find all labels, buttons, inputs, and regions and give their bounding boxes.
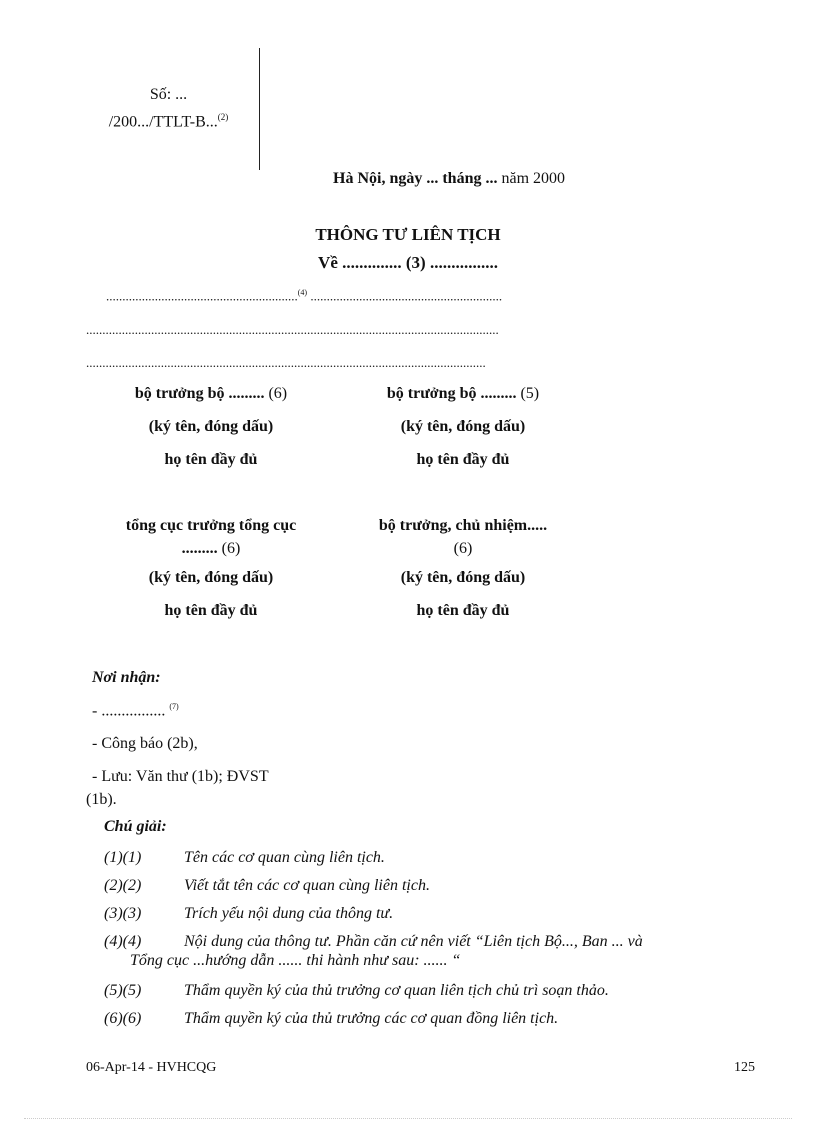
signature-ref: (6): [268, 385, 288, 402]
signature-name: họ tên đầy đủ: [164, 602, 258, 619]
so-note-ref: (2): [217, 112, 229, 122]
recipients-title: Nơi nhận:: [92, 669, 161, 686]
page-number: 125: [734, 1060, 755, 1075]
date-year: năm 2000: [497, 170, 566, 187]
signature-left-1: [100, 377, 322, 476]
content-line-1: [106, 288, 696, 304]
note-text: Viết tắt tên các cơ quan cùng liên tịch.: [184, 877, 430, 894]
signature-title-bold: .........: [181, 540, 218, 557]
recipient-item-3-cont: (1b).: [86, 791, 117, 808]
note-number: (3)(3): [104, 905, 142, 922]
signature-sign: (ký tên, đóng dấu): [148, 569, 274, 586]
note-text: Thẩm quyền ký của thủ trưởng các cơ quan đồng liên tịch.: [184, 1010, 559, 1027]
note-item: [104, 876, 764, 895]
document-number: [86, 84, 251, 133]
content-line-2: ...............................................................................................................................: [86, 322, 499, 337]
note-text: Nội dung của thông tư. Phần căn cứ nên viết “Liên tịch Bộ..., Ban ... và: [184, 933, 643, 950]
content-line-1-right: ...........................................................: [310, 288, 503, 304]
signature-ref: (6): [453, 540, 473, 557]
note-text: Thẩm quyền ký của thủ trưởng cơ quan liên tịch chủ trì soạn thảo.: [184, 982, 609, 999]
recipient-item-1-text: - ................: [92, 702, 166, 720]
signature-right-1: [352, 377, 574, 476]
signature-title: bộ trưởng, chủ nhiệm.....: [378, 517, 548, 534]
content-line-3: ...........................................................................................................................: [86, 355, 486, 370]
signature-title: [100, 377, 322, 410]
signature-title: [352, 377, 574, 410]
content-ref: (4): [297, 288, 308, 297]
note-text-continued: Tổng cục ...hướng dẫn ...... thi hành như sau: ...... “: [130, 952, 461, 969]
note-number: (2)(2): [104, 877, 142, 894]
footer-left: 06-Apr-14 - HVHCQG: [86, 1060, 217, 1075]
date-bold: Hà Nội, ngày ... tháng ...: [333, 170, 498, 187]
signature-name: họ tên đầy đủ: [416, 602, 510, 619]
signature-title-2: [100, 537, 322, 561]
signature-sign: (ký tên, đóng dấu): [148, 418, 274, 435]
notes-title: Chú giải:: [104, 818, 167, 835]
signature-title-bold: bộ trưởng bộ .........: [134, 385, 265, 402]
page-bottom-rule: [24, 1118, 792, 1119]
note-number: (6)(6): [104, 1010, 142, 1027]
signature-left-2: [100, 515, 322, 627]
note-text: Trích yếu nội dung của thông tư.: [184, 905, 394, 922]
place-date: [333, 170, 565, 188]
note-item: [104, 1009, 764, 1028]
recipient-item-3: - Lưu: Văn thư (1b); ĐVST: [92, 768, 269, 785]
content-line-1-left: ...........................................................: [106, 288, 298, 304]
signature-name: họ tên đầy đủ: [416, 451, 510, 468]
document-subtitle: Về .............. (3) ................: [318, 253, 498, 272]
so-number-line: [86, 106, 251, 133]
signature-sign: (ký tên, đóng dấu): [400, 418, 526, 435]
note-item: [104, 848, 764, 867]
signature-right-2: [352, 515, 574, 627]
recipient-item-2: - Công báo (2b),: [92, 735, 198, 752]
note-text: Tên các cơ quan cùng liên tịch.: [184, 849, 385, 866]
so-number: /200.../TTLT-B...: [108, 113, 218, 131]
so-label: Số: ...: [149, 86, 188, 103]
note-number: (5)(5): [104, 982, 142, 999]
recipient-ref: (7): [169, 702, 179, 711]
signature-name: họ tên đầy đủ: [164, 451, 258, 468]
note-item: [104, 904, 764, 923]
note-item: [104, 981, 764, 1000]
signature-sign: (ký tên, đóng dấu): [400, 569, 526, 586]
signature-title: tổng cục trưởng tổng cục: [125, 517, 297, 534]
header-divider: [259, 48, 260, 170]
signature-ref: (5): [520, 385, 540, 402]
note-number: (1)(1): [104, 849, 142, 866]
signature-title-bold: bộ trưởng bộ .........: [386, 385, 517, 402]
note-number: (4)(4): [104, 933, 142, 950]
recipient-item-1: [92, 702, 179, 720]
signature-ref: (6): [221, 540, 241, 557]
note-item: [104, 932, 764, 951]
document-title: THÔNG TƯ LIÊN TỊCH: [315, 225, 501, 244]
